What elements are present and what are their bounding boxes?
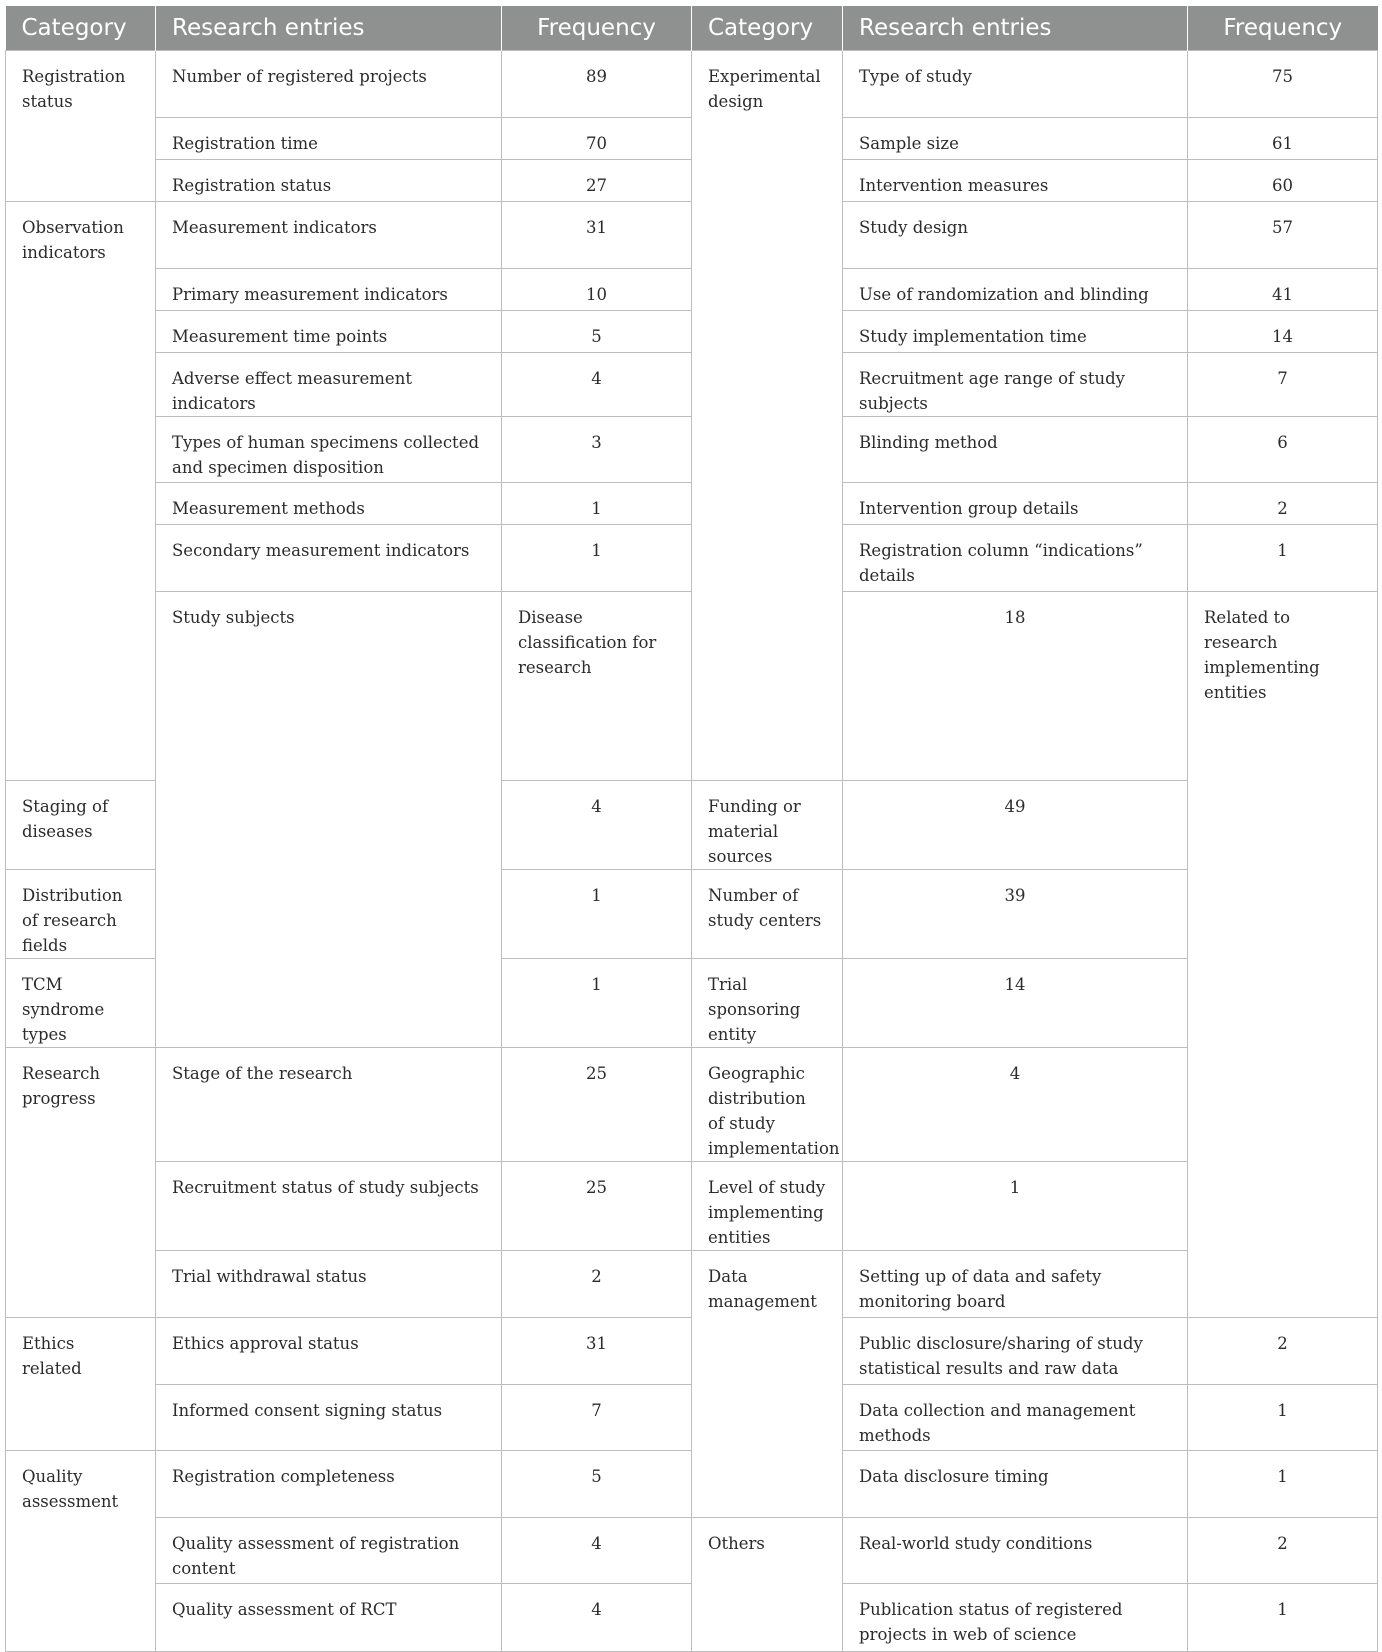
frequency-cell: 6 [1188, 417, 1378, 483]
entry-cell: Type of study [843, 51, 1188, 118]
frequency-cell: 1 [502, 959, 692, 1048]
frequency-cell: 4 [502, 781, 692, 870]
entry-cell: Study implementation time [843, 311, 1188, 353]
frequency-cell: 2 [1188, 1518, 1378, 1584]
entry-cell: Number of study centers [692, 870, 843, 959]
entry-cell: Stage of the research [156, 1048, 502, 1162]
frequency-cell: 70 [502, 118, 692, 160]
entry-cell: Number of registered projects [156, 51, 502, 118]
frequency-cell: 18 [843, 592, 1188, 781]
entry-cell: Recruitment age range of study subjects [843, 353, 1188, 417]
entry-cell: Trial sponsoring entity [692, 959, 843, 1048]
frequency-cell: 31 [502, 1318, 692, 1385]
frequency-cell: 3 [502, 417, 692, 483]
frequency-cell: 1 [843, 1162, 1188, 1251]
entry-cell: Setting up of data and safety monitoring board [843, 1251, 1188, 1318]
category-cell: Data management [692, 1251, 843, 1518]
entry-cell: Distribution of research fields [6, 870, 156, 959]
entry-cell: Blinding method [843, 417, 1188, 483]
entry-cell: Measurement methods [156, 483, 502, 525]
entry-cell: Registration completeness [156, 1451, 502, 1518]
entry-cell: Intervention measures [843, 160, 1188, 202]
header-entries-left: Research entries [156, 6, 502, 51]
entry-cell: Measurement indicators [156, 202, 502, 269]
entry-cell: Quality assessment of RCT [156, 1584, 502, 1652]
entry-cell: Primary measurement indicators [156, 269, 502, 311]
entry-cell: Sample size [843, 118, 1188, 160]
entry-cell: Quality assessment of registration content [156, 1518, 502, 1584]
entry-cell: Study design [843, 202, 1188, 269]
frequency-cell: 75 [1188, 51, 1378, 118]
frequency-cell: 4 [502, 1584, 692, 1652]
frequency-cell: 1 [1188, 525, 1378, 592]
frequency-cell: 7 [502, 1385, 692, 1451]
category-cell: Related to research implementing entities [1188, 592, 1378, 1318]
frequency-cell: 2 [1188, 483, 1378, 525]
table-row [6, 1251, 1378, 1318]
header-frequency-right: Frequency [1188, 6, 1378, 51]
frequency-cell: 5 [502, 311, 692, 353]
header-row [6, 6, 1378, 51]
entry-cell: Funding or material sources [692, 781, 843, 870]
entry-cell: Staging of diseases [6, 781, 156, 870]
entry-cell: TCM syndrome types [6, 959, 156, 1048]
frequency-cell: 1 [502, 483, 692, 525]
research-entries-table [5, 6, 1378, 1652]
entry-cell: Ethics approval status [156, 1318, 502, 1385]
frequency-cell: 7 [1188, 353, 1378, 417]
category-cell: Others [692, 1518, 843, 1652]
frequency-cell: 1 [1188, 1584, 1378, 1652]
header-category-right: Category [692, 6, 843, 51]
table-container [5, 6, 1377, 1644]
frequency-cell: 2 [1188, 1318, 1378, 1385]
entry-cell: Use of randomization and blinding [843, 269, 1188, 311]
entry-cell: Informed consent signing status [156, 1385, 502, 1451]
table-row [6, 1162, 1378, 1251]
frequency-cell: 27 [502, 160, 692, 202]
header-category-left: Category [6, 6, 156, 51]
category-cell: Experimental design [692, 51, 843, 781]
entry-cell: Trial withdrawal status [156, 1251, 502, 1318]
category-cell: Quality assessment [6, 1451, 156, 1652]
frequency-cell: 25 [502, 1048, 692, 1162]
table-row [6, 51, 1378, 118]
category-cell: Study subjects [156, 592, 502, 1048]
category-cell: Ethics related [6, 1318, 156, 1451]
frequency-cell: 10 [502, 269, 692, 311]
frequency-cell: 1 [502, 870, 692, 959]
entry-cell: Geographic distribution of study implementation [692, 1048, 843, 1162]
header-frequency-left: Frequency [502, 6, 692, 51]
frequency-cell: 41 [1188, 269, 1378, 311]
frequency-cell: 1 [502, 525, 692, 592]
category-cell: Research progress [6, 1048, 156, 1318]
entry-cell: Recruitment status of study subjects [156, 1162, 502, 1251]
entry-cell: Types of human specimens collected and specimen disposition [156, 417, 502, 483]
frequency-cell: 61 [1188, 118, 1378, 160]
entry-cell: Data collection and management methods [843, 1385, 1188, 1451]
frequency-cell: 25 [502, 1162, 692, 1251]
entry-cell: Secondary measurement indicators [156, 525, 502, 592]
entry-cell: Disease classification for research [502, 592, 692, 781]
frequency-cell: 1 [1188, 1385, 1378, 1451]
frequency-cell: 4 [502, 353, 692, 417]
frequency-cell: 14 [1188, 311, 1378, 353]
table-row [6, 1048, 1378, 1162]
entry-cell: Registration time [156, 118, 502, 160]
entry-cell: Registration column “indications” details [843, 525, 1188, 592]
frequency-cell: 1 [1188, 1451, 1378, 1518]
entry-cell: Measurement time points [156, 311, 502, 353]
entry-cell: Publication status of registered projects in web of science [843, 1584, 1188, 1652]
frequency-cell: 4 [843, 1048, 1188, 1162]
frequency-cell: 60 [1188, 160, 1378, 202]
frequency-cell: 5 [502, 1451, 692, 1518]
entry-cell: Intervention group details [843, 483, 1188, 525]
entry-cell: Registration status [156, 160, 502, 202]
table-row [6, 1518, 1378, 1584]
entry-cell: Adverse effect measurement indicators [156, 353, 502, 417]
frequency-cell: 49 [843, 781, 1188, 870]
frequency-cell: 2 [502, 1251, 692, 1318]
entry-cell: Real-world study conditions [843, 1518, 1188, 1584]
frequency-cell: 31 [502, 202, 692, 269]
entry-cell: Public disclosure/sharing of study statistical results and raw data [843, 1318, 1188, 1385]
frequency-cell: 39 [843, 870, 1188, 959]
frequency-cell: 14 [843, 959, 1188, 1048]
entry-cell: Level of study implementing entities [692, 1162, 843, 1251]
frequency-cell: 89 [502, 51, 692, 118]
header-entries-right: Research entries [843, 6, 1188, 51]
frequency-cell: 57 [1188, 202, 1378, 269]
category-cell: Registration status [6, 51, 156, 202]
frequency-cell: 4 [502, 1518, 692, 1584]
category-cell: Observation indicators [6, 202, 156, 781]
entry-cell: Data disclosure timing [843, 1451, 1188, 1518]
